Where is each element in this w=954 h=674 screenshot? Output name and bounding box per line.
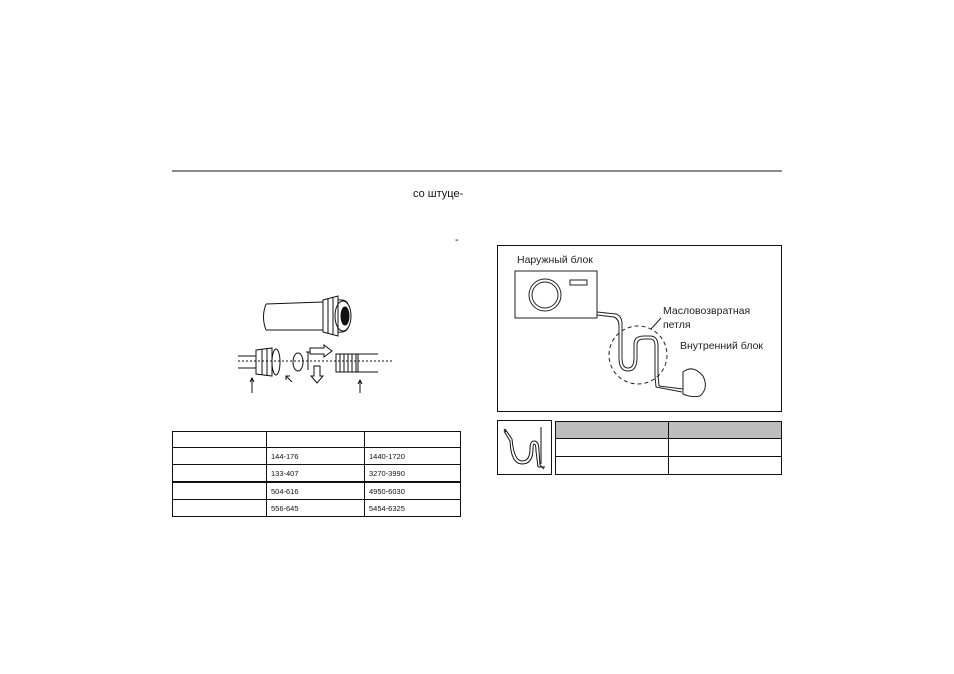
table-cell xyxy=(173,432,267,448)
oil-loop-label: Масловозвратная xyxy=(663,305,751,317)
table-cell xyxy=(173,448,267,465)
table-row xyxy=(173,482,461,500)
table-row xyxy=(556,457,782,475)
table-row xyxy=(556,439,782,457)
table-cell xyxy=(556,422,669,439)
table-cell: 144-176 xyxy=(267,448,365,465)
table-cell: 4950-6030 xyxy=(365,482,461,500)
oil-loop-label-2: петля xyxy=(663,319,691,331)
table-cell xyxy=(267,432,365,448)
table-cell xyxy=(365,432,461,448)
table-cell xyxy=(669,457,782,475)
oil-loop-diagram xyxy=(497,245,782,412)
table-row xyxy=(173,432,461,448)
table-cell xyxy=(556,439,669,457)
table-row xyxy=(556,422,782,439)
table-cell xyxy=(669,439,782,457)
table-row xyxy=(173,500,461,517)
text-fragment-shtutse: со штуце- xyxy=(413,188,464,200)
oil-loop-icon xyxy=(498,421,551,474)
table-cell xyxy=(173,465,267,483)
text-fragment-dash: - xyxy=(455,234,459,246)
table-cell xyxy=(173,500,267,517)
flare-nut-illustration xyxy=(228,290,398,395)
table-cell xyxy=(173,482,267,500)
torque-table xyxy=(172,431,461,517)
table-cell xyxy=(556,457,669,475)
spec-table xyxy=(555,421,782,475)
header-rule xyxy=(172,170,782,172)
table-cell: 3270-3990 xyxy=(365,465,461,483)
table-cell: 1440-1720 xyxy=(365,448,461,465)
diagram-drawing xyxy=(498,246,781,411)
table-cell xyxy=(669,422,782,439)
table-cell: 133-407 xyxy=(267,465,365,483)
oil-loop-icon-box xyxy=(497,420,552,475)
table-cell: 504-616 xyxy=(267,482,365,500)
table-cell: 556-645 xyxy=(267,500,365,517)
table-cell: 5454-6325 xyxy=(365,500,461,517)
outdoor-unit-label: Наружный блок xyxy=(517,254,593,266)
table-row xyxy=(173,465,461,483)
table-row xyxy=(173,448,461,465)
indoor-unit-label: Внутренний блок xyxy=(680,340,764,352)
